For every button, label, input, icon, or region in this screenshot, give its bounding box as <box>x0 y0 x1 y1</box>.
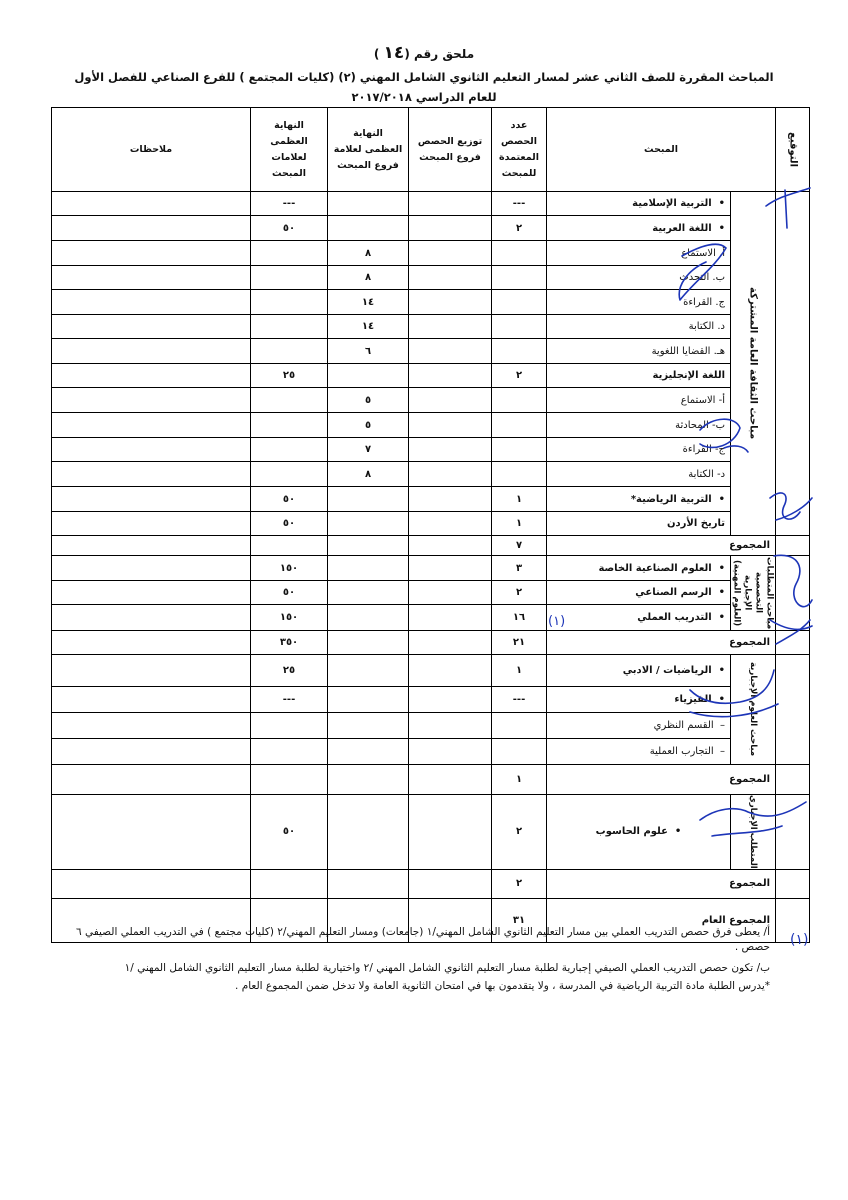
notes-cell <box>52 765 251 795</box>
branch-max-cell <box>328 192 409 216</box>
subject-max-cell <box>251 413 328 438</box>
periods-cell: ٢ <box>492 364 547 388</box>
distribution-cell <box>409 438 492 462</box>
notes-cell <box>52 438 251 462</box>
distribution-cell <box>409 655 492 687</box>
signature-cell <box>776 898 810 942</box>
signature-cell <box>776 655 810 765</box>
periods-cell: ٢ <box>492 869 547 898</box>
signature-cell <box>776 631 810 655</box>
branch-max-cell <box>328 713 409 739</box>
subject-cell: • التدريب العملي <box>547 605 731 631</box>
distribution-cell <box>409 739 492 765</box>
subject-cell: • الفيزياء <box>547 687 731 713</box>
distribution-cell <box>409 364 492 388</box>
periods-cell: --- <box>492 687 547 713</box>
annex-label: ملحق رقم (١٤ ) <box>373 43 475 63</box>
table-row <box>52 290 810 315</box>
notes-cell <box>52 631 251 655</box>
signature-cell <box>776 869 810 898</box>
notes-cell <box>52 655 251 687</box>
subject-cell: د- الكتابة <box>547 462 731 487</box>
subject-max-cell <box>251 315 328 339</box>
notes-cell <box>52 739 251 765</box>
subject-max-cell <box>251 290 328 315</box>
group-elective: المتطلب الإجباري <box>731 795 776 870</box>
subject-max-cell: ٢٥ <box>251 364 328 388</box>
periods-cell <box>492 739 547 765</box>
periods-cell <box>492 241 547 266</box>
signature-cell <box>776 765 810 795</box>
periods-cell: ١ <box>492 487 547 512</box>
subject-max-cell <box>251 713 328 739</box>
distribution-cell <box>409 266 492 290</box>
subject-cell: • الرسم الصناعي <box>547 581 731 605</box>
branch-max-cell <box>328 631 409 655</box>
notes-cell <box>52 315 251 339</box>
branch-max-cell <box>328 536 409 556</box>
table-row <box>52 556 810 581</box>
distribution-cell <box>409 487 492 512</box>
subject-max-cell <box>251 438 328 462</box>
distribution-cell <box>409 462 492 487</box>
branch-max-cell <box>328 364 409 388</box>
annex-number: ١٤ <box>383 43 405 63</box>
col-subject: المبحث <box>547 108 776 192</box>
table-row <box>52 462 810 487</box>
footnote-a: أ/ يعطى فرق حصص التدريب العملي بين مسار التعليم الثانوي الشامل المهني/١ (جامعات) ومسار التعليم المهني/٢ (كليات مجتمع ) في التدريب العملي الصيفي ٦ حصص . <box>75 926 770 953</box>
subject-max-cell <box>251 739 328 765</box>
branch-max-cell <box>328 512 409 536</box>
subject-cell: أ. الاستماع <box>547 241 731 266</box>
subtotal-row <box>52 869 810 898</box>
notes-cell <box>52 339 251 364</box>
col-subject-max: النهاية العظمى لعلامات المبحث <box>251 108 328 192</box>
subject-cell: د. الكتابة <box>547 315 731 339</box>
branch-max-cell <box>328 795 409 870</box>
subject-max-cell <box>251 536 328 556</box>
notes-cell <box>52 713 251 739</box>
subject-cell: ج. القراءة <box>547 290 731 315</box>
distribution-cell <box>409 581 492 605</box>
subject-max-cell: ٢٥ <box>251 655 328 687</box>
table-row <box>52 364 810 388</box>
subject-max-cell <box>251 241 328 266</box>
subtotal-row <box>52 536 810 556</box>
distribution-cell <box>409 765 492 795</box>
subject-max-cell: ١٥٠ <box>251 605 328 631</box>
notes-cell <box>52 462 251 487</box>
subtotal-label: المجموع <box>547 631 776 655</box>
branch-max-cell <box>328 765 409 795</box>
notes-cell <box>52 869 251 898</box>
subject-cell: ج- القراءة <box>547 438 731 462</box>
subject-cell: أ- الاستماع <box>547 388 731 413</box>
subject-max-cell <box>251 765 328 795</box>
margin-mark: (١) <box>790 932 809 948</box>
distribution-cell <box>409 192 492 216</box>
distribution-cell <box>409 536 492 556</box>
periods-cell <box>492 266 547 290</box>
notes-cell <box>52 536 251 556</box>
notes-cell <box>52 364 251 388</box>
subject-cell: ب. التحدث <box>547 266 731 290</box>
col-signature: التوقيع <box>776 108 810 192</box>
subject-cell: • علوم الحاسوب <box>547 795 731 870</box>
subject-max-cell: ٥٠ <box>251 487 328 512</box>
periods-cell <box>492 315 547 339</box>
table-row <box>52 713 810 739</box>
document-title: المباحث المقررة للصف الثاني عشر لمسار التعليم الثانوي الشامل المهني (٢) (كليات المجتمع ) للفرع الصناعي للفصل الأول <box>74 70 774 84</box>
subject-max-cell <box>251 388 328 413</box>
table-row <box>52 739 810 765</box>
subject-max-cell <box>251 869 328 898</box>
group-specialized: مباحث المتطلبات التخصصية الإجبارية (العلوم المهنية) <box>731 556 775 630</box>
subject-max-cell: --- <box>251 687 328 713</box>
table-row <box>52 413 810 438</box>
branch-max-cell: ١٤ <box>328 290 409 315</box>
col-periods: عدد الحصص المعتمدة للمبحث <box>492 108 547 192</box>
table-row <box>52 581 810 605</box>
table-row <box>52 241 810 266</box>
distribution-cell <box>409 413 492 438</box>
subtotal-label: المجموع <box>547 869 776 898</box>
branch-max-cell: ٨ <box>328 241 409 266</box>
periods-cell: ١ <box>492 512 547 536</box>
notes-cell <box>52 605 251 631</box>
training-mark: (١) <box>548 614 566 629</box>
notes-cell <box>52 266 251 290</box>
subject-cell: هـ. القضايا اللغوية <box>547 339 731 364</box>
periods-cell: ٧ <box>492 536 547 556</box>
academic-year: للعام الدراسي ٢٠١٧/٢٠١٨ <box>351 90 497 104</box>
notes-cell <box>52 795 251 870</box>
notes-cell <box>52 290 251 315</box>
branch-max-cell <box>328 605 409 631</box>
periods-cell: ٢ <box>492 581 547 605</box>
table-row <box>52 795 810 870</box>
branch-max-cell <box>328 581 409 605</box>
subject-cell: • التربية الرياضية* <box>547 487 731 512</box>
distribution-cell <box>409 869 492 898</box>
signature-cell <box>776 556 810 631</box>
signature-cell <box>776 536 810 556</box>
table-header-row <box>52 108 810 192</box>
notes-cell <box>52 216 251 241</box>
periods-cell: ١٦ <box>492 605 547 631</box>
table-row <box>52 266 810 290</box>
subject-cell: – القسم النظري <box>547 713 731 739</box>
notes-cell <box>52 487 251 512</box>
periods-cell: ٢١ <box>492 631 547 655</box>
col-notes: ملاحظات <box>52 108 251 192</box>
distribution-cell <box>409 241 492 266</box>
branch-max-cell <box>328 487 409 512</box>
subject-max-cell: ٥٠ <box>251 581 328 605</box>
notes-cell <box>52 512 251 536</box>
branch-max-cell <box>328 687 409 713</box>
notes-cell <box>52 241 251 266</box>
table-row <box>52 438 810 462</box>
subject-max-cell <box>251 339 328 364</box>
branch-max-cell: ٨ <box>328 266 409 290</box>
distribution-cell <box>409 388 492 413</box>
periods-cell: ٢ <box>492 795 547 870</box>
periods-cell: ٣١ <box>492 898 547 942</box>
subjects-table <box>51 107 810 943</box>
periods-cell <box>492 462 547 487</box>
distribution-cell <box>409 713 492 739</box>
group-mandatory: مباحث العلوم الإجبارية <box>731 655 776 765</box>
footnote-c: *يدرس الطلبة مادة التربية الرياضية في المدرسة ، ولا يتقدمون بها في امتحان الثانوية العامة ولا تدخل ضمن المجموع العام . <box>235 980 770 992</box>
distribution-cell <box>409 687 492 713</box>
periods-cell: --- <box>492 192 547 216</box>
subject-cell: – التجارب العملية <box>547 739 731 765</box>
group-general: مباحث الثقافة العامة المشتركة <box>731 192 776 536</box>
periods-cell <box>492 713 547 739</box>
footnote-b: ب/ تكون حصص التدريب العملي الصيفي إجبارية لطلبة مسار التعليم الثانوي الشامل المهني /٢ واختيارية لطلبة مسار التعليم الثانوي الشامل المهني /١ <box>124 962 770 974</box>
subject-max-cell: ٥٠ <box>251 216 328 241</box>
table-row <box>52 216 810 241</box>
col-branch-max: النهاية العظمى لعلامة فروع المبحث <box>328 108 409 192</box>
distribution-cell <box>409 339 492 364</box>
branch-max-cell: ٧ <box>328 438 409 462</box>
signature-cell <box>776 192 810 536</box>
subject-max-cell: ٥٠ <box>251 795 328 870</box>
table-row <box>52 192 810 216</box>
subject-cell: اللغة الإنجليزية <box>547 364 731 388</box>
distribution-cell <box>409 605 492 631</box>
grand-total-label: المجموع العام <box>547 898 776 942</box>
subject-max-cell: ٥٠ <box>251 512 328 536</box>
notes-cell <box>52 581 251 605</box>
branch-max-cell <box>328 739 409 765</box>
subject-max-cell: --- <box>251 192 328 216</box>
notes-cell <box>52 413 251 438</box>
table-row <box>52 315 810 339</box>
subject-max-cell <box>251 462 328 487</box>
periods-cell: ٢ <box>492 216 547 241</box>
periods-cell: ٣ <box>492 556 547 581</box>
periods-cell <box>492 413 547 438</box>
branch-max-cell <box>328 216 409 241</box>
branch-max-cell: ٦ <box>328 339 409 364</box>
table-row <box>52 687 810 713</box>
subtotal-label: المجموع <box>547 536 776 556</box>
subject-max-cell: ٣٥٠ <box>251 631 328 655</box>
subject-max-cell <box>251 266 328 290</box>
distribution-cell <box>409 216 492 241</box>
periods-cell: ١ <box>492 655 547 687</box>
periods-cell <box>492 339 547 364</box>
table-row <box>52 339 810 364</box>
distribution-cell <box>409 290 492 315</box>
subject-max-cell: ١٥٠ <box>251 556 328 581</box>
distribution-cell <box>409 315 492 339</box>
notes-cell <box>52 388 251 413</box>
subject-cell: • الرياضيات / الادبي <box>547 655 731 687</box>
periods-cell: ١ <box>492 765 547 795</box>
notes-cell <box>52 556 251 581</box>
branch-max-cell: ١٤ <box>328 315 409 339</box>
branch-max-cell: ٨ <box>328 462 409 487</box>
periods-cell <box>492 438 547 462</box>
subject-cell: • التربية الإسلامية <box>547 192 731 216</box>
distribution-cell <box>409 795 492 870</box>
notes-cell <box>52 192 251 216</box>
subject-cell: • اللغة العربية <box>547 216 731 241</box>
table-row <box>52 605 810 631</box>
distribution-cell <box>409 556 492 581</box>
subtotal-row <box>52 631 810 655</box>
subtotal-label: المجموع <box>547 765 776 795</box>
branch-max-cell <box>328 869 409 898</box>
table-row <box>52 388 810 413</box>
distribution-cell <box>409 631 492 655</box>
branch-max-cell: ٥ <box>328 413 409 438</box>
table-row <box>52 655 810 687</box>
col-distribution: توزيع الحصص فروع المبحث <box>409 108 492 192</box>
branch-max-cell <box>328 556 409 581</box>
subject-cell: ب- المحادثة <box>547 413 731 438</box>
table-row <box>52 512 810 536</box>
distribution-cell <box>409 512 492 536</box>
branch-max-cell: ٥ <box>328 388 409 413</box>
subtotal-row <box>52 765 810 795</box>
signature-cell <box>776 795 810 870</box>
table-row <box>52 487 810 512</box>
branch-max-cell <box>328 655 409 687</box>
notes-cell <box>52 687 251 713</box>
periods-cell <box>492 290 547 315</box>
periods-cell <box>492 388 547 413</box>
subject-cell: تاريخ الأردن <box>547 512 731 536</box>
subject-cell: • العلوم الصناعية الخاصة <box>547 556 731 581</box>
